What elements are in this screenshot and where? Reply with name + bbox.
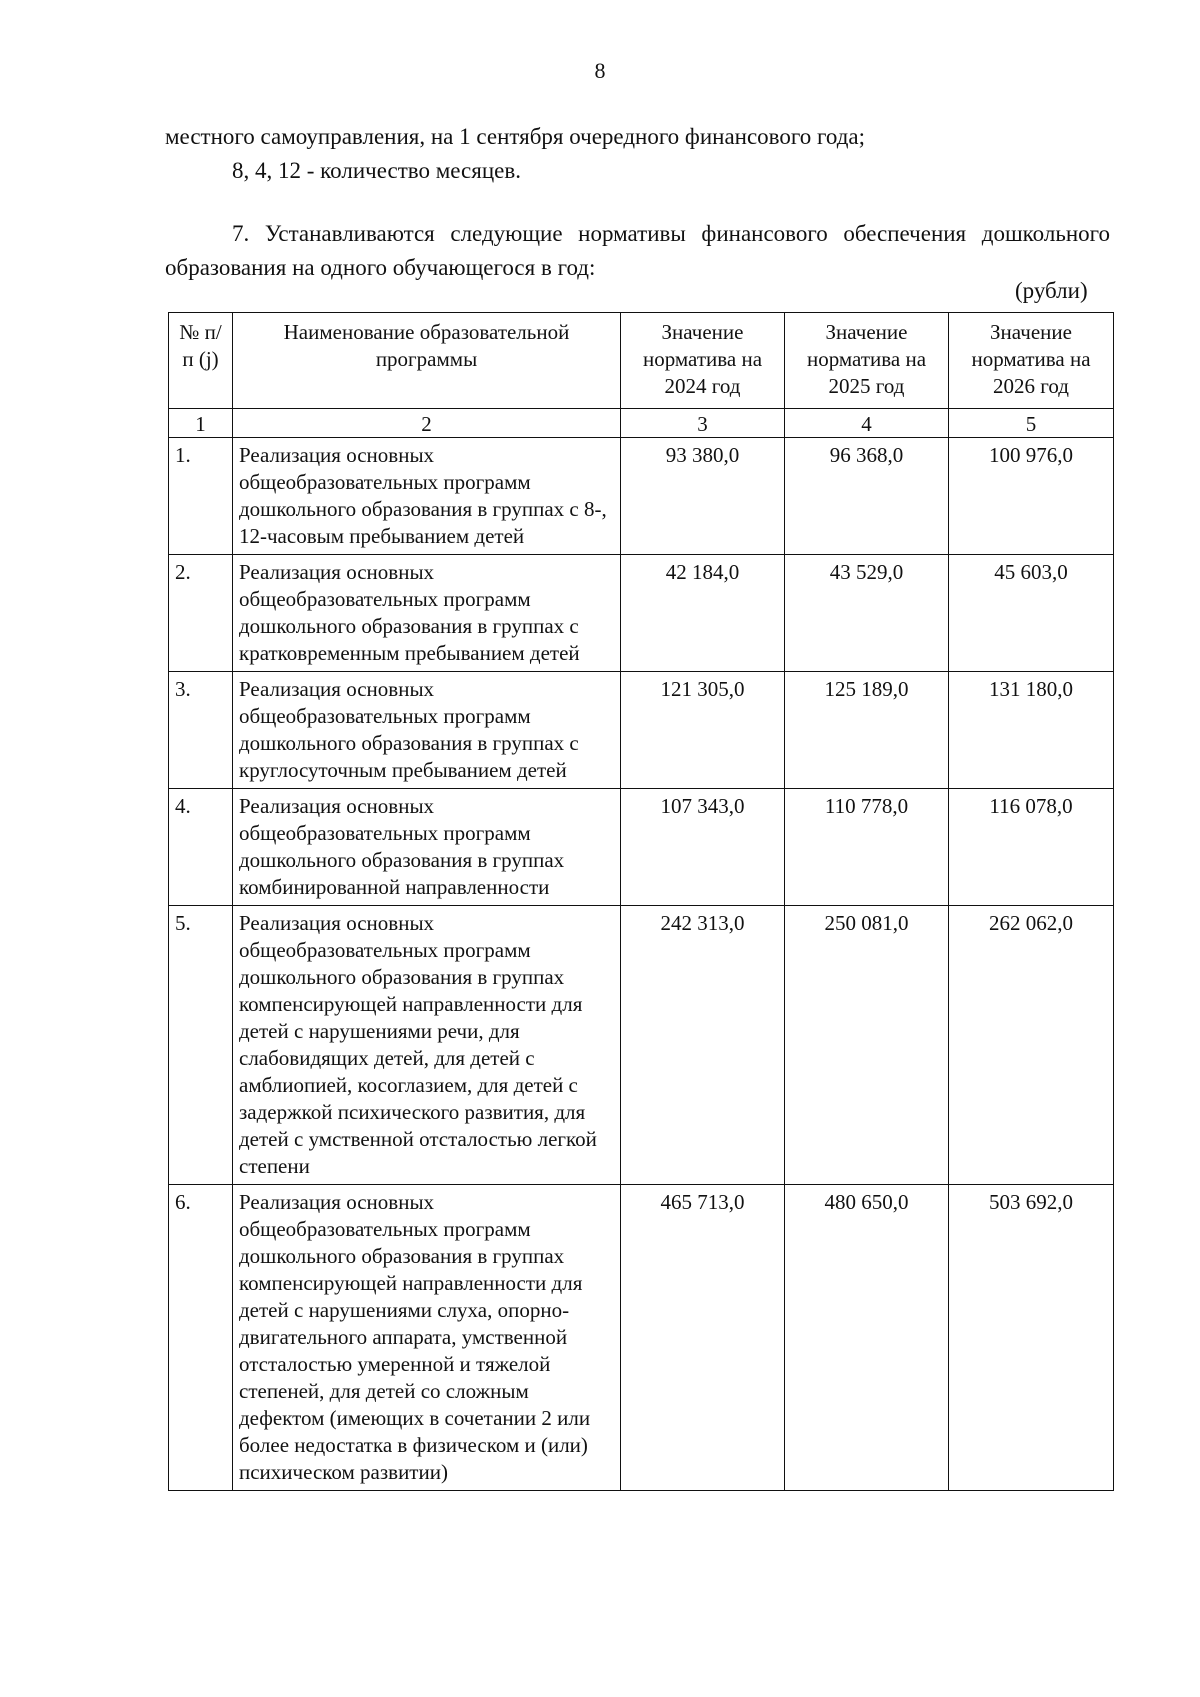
row-number: 3. [169,672,233,789]
header-value-2025: Значение норматива на 2025 год [785,313,949,409]
table-header-row [169,313,1114,409]
column-number: 3 [621,409,785,438]
value-2026: 262 062,0 [949,906,1114,1185]
column-number: 1 [169,409,233,438]
program-name: Реализация основных общеобразовательных программ дошкольного образования в группах с 8-, 12-часовым пребыванием детей [233,438,621,555]
table-row [169,1185,1114,1491]
value-2025: 250 081,0 [785,906,949,1185]
program-name: Реализация основных общеобразовательных программ дошкольного образования в группах комбинированной направленности [233,789,621,906]
value-2026: 45 603,0 [949,555,1114,672]
row-number: 5. [169,906,233,1185]
page-number: 8 [594,58,606,83]
header-number: № п/п (j) [169,313,233,409]
header-program-name: Наименование образовательной программы [233,313,621,409]
value-2025: 110 778,0 [785,789,949,906]
column-number-row [169,409,1114,438]
program-name: Реализация основных общеобразовательных программ дошкольного образования в группах компенсирующей направленности для детей с нарушениями речи, для слабовидящих детей, для детей с амблиопией, косоглазием, для детей с задержкой психического развития, для детей с умственной отсталостью легкой степени [233,906,621,1185]
program-name: Реализация основных общеобразовательных программ дошкольного образования в группах с кратковременным пребыванием детей [233,555,621,672]
value-2026: 503 692,0 [949,1185,1114,1491]
table-unit-label: (рубли) [1015,278,1088,303]
value-2025: 125 189,0 [785,672,949,789]
row-number: 1. [169,438,233,555]
paragraph-line-2: 8, 4, 12 - количество месяцев. [232,158,521,183]
table-row [169,672,1114,789]
value-2025: 43 529,0 [785,555,949,672]
value-2026: 116 078,0 [949,789,1114,906]
value-2024: 121 305,0 [621,672,785,789]
column-number: 5 [949,409,1114,438]
value-2025: 96 368,0 [785,438,949,555]
value-2024: 107 343,0 [621,789,785,906]
column-number: 2 [233,409,621,438]
norms-table [168,312,1114,1491]
header-value-2024: Значение норматива на 2024 год [621,313,785,409]
paragraph-line-1: местного самоуправления, на 1 сентября очередного финансового года; [165,124,865,149]
paragraph-item-7: 7. Устанавливаются следующие нормативы финансового обеспечения дошкольного образования на одного обучающегося в год: [165,221,1110,280]
row-number: 6. [169,1185,233,1491]
row-number: 2. [169,555,233,672]
value-2024: 93 380,0 [621,438,785,555]
header-value-2026: Значение норматива на 2026 год [949,313,1114,409]
value-2026: 131 180,0 [949,672,1114,789]
program-name: Реализация основных общеобразовательных программ дошкольного образования в группах компенсирующей направленности для детей с нарушениями слуха, опорно-двигательного аппарата, умственной отсталостью умеренной и тяжелой степеней, для детей со сложным дефектом (имеющих в сочетании 2 или более недостатка в физическом и (или) психическом развитии) [233,1185,621,1491]
value-2024: 42 184,0 [621,555,785,672]
value-2026: 100 976,0 [949,438,1114,555]
value-2025: 480 650,0 [785,1185,949,1491]
table-row [169,789,1114,906]
table-row [169,438,1114,555]
value-2024: 465 713,0 [621,1185,785,1491]
column-number: 4 [785,409,949,438]
table-row [169,906,1114,1185]
row-number: 4. [169,789,233,906]
value-2024: 242 313,0 [621,906,785,1185]
table-row [169,555,1114,672]
program-name: Реализация основных общеобразовательных программ дошкольного образования в группах с круглосуточным пребыванием детей [233,672,621,789]
